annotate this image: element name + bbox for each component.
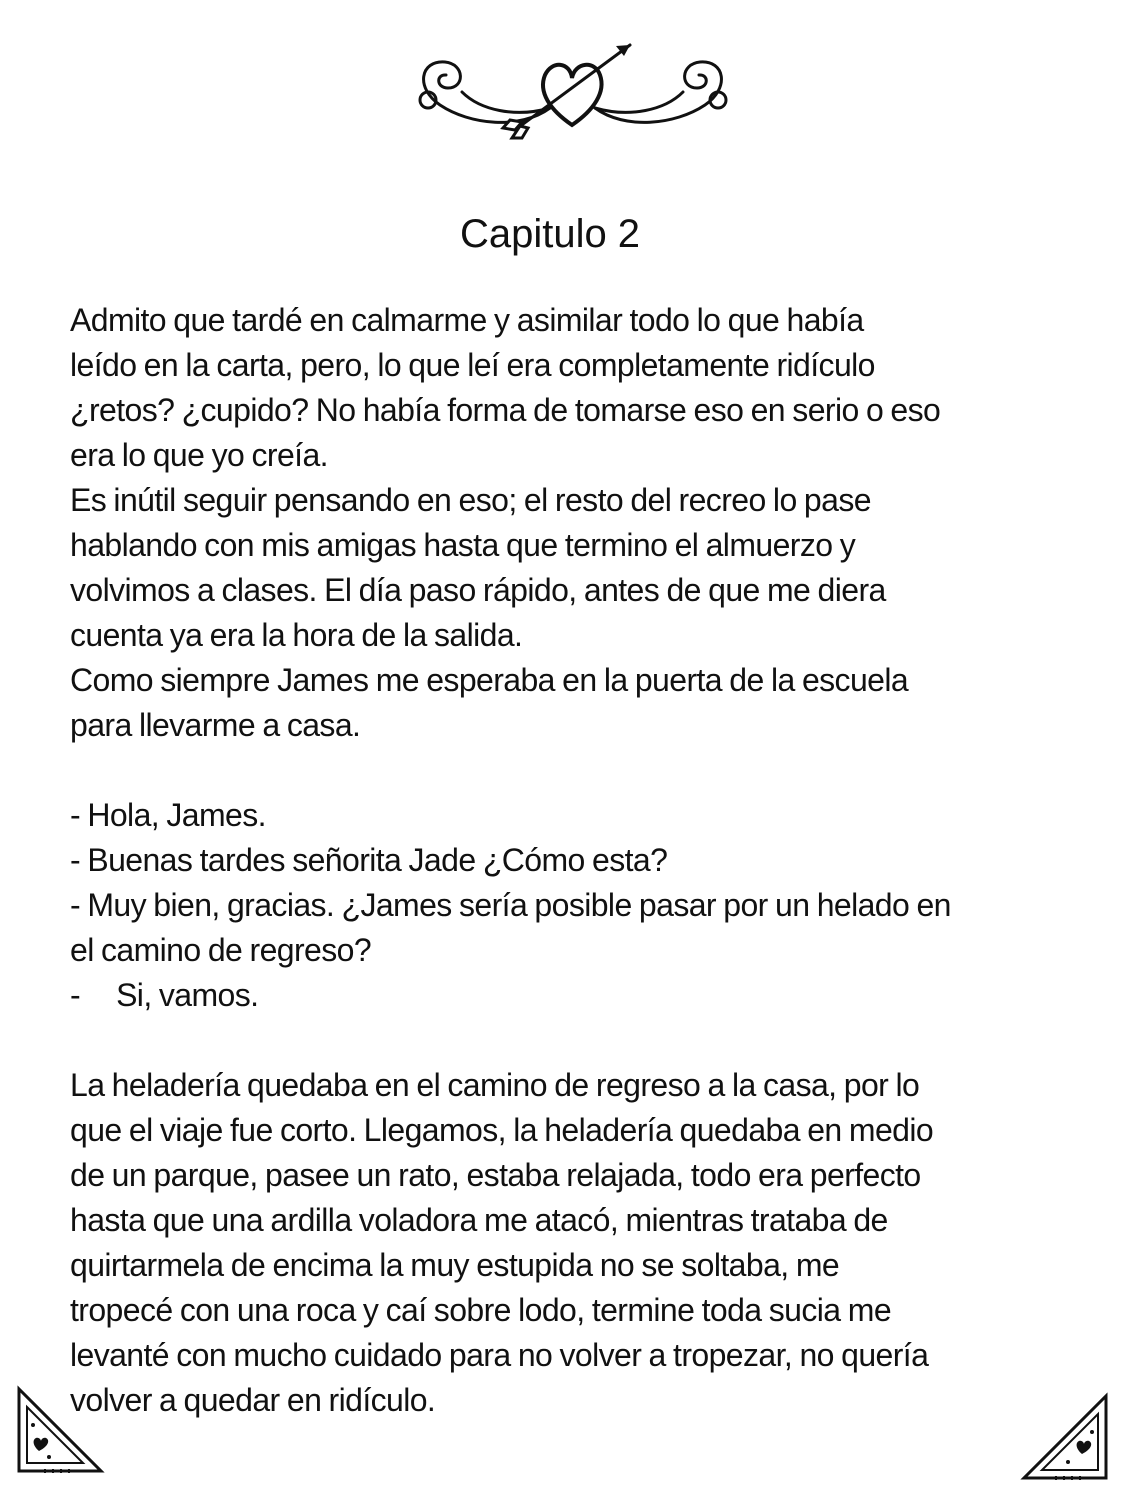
- chapter-title: Capitulo 2: [459, 212, 641, 256]
- text-line: La heladería quedaba en el camino de regreso a la casa, por lo: [70, 1067, 920, 1103]
- dialogue-line: - Muy bien, gracias. ¿James sería posible pasar por un helado en: [70, 887, 951, 923]
- dialogue-line: el camino de regreso?: [70, 932, 372, 968]
- text-line: hablando con mis amigas hasta que termino el almuerzo y: [70, 527, 856, 563]
- chapter-body: [70, 298, 1080, 1423]
- paragraph-gap: [70, 1018, 1080, 1063]
- text-line: Es inútil seguir pensando en eso; el resto del recreo lo pase: [70, 482, 871, 518]
- triangle-heart-corner-icon: [1020, 1392, 1110, 1482]
- text-line: para llevarme a casa.: [70, 707, 361, 743]
- dialogue-line: - Hola, James.: [70, 797, 266, 833]
- text-line: cuenta ya era la hora de la salida.: [70, 617, 523, 653]
- text-line: levanté con mucho cuidado para no volver a tropezar, no quería: [70, 1337, 929, 1373]
- text-line: volver a quedar en ridículo.: [70, 1382, 436, 1418]
- dialogue-dash: -: [70, 977, 81, 1013]
- dialogue-line: - Buenas tardes señorita Jade ¿Cómo esta?: [70, 842, 668, 878]
- text-line: que el viaje fue corto. Llegamos, la heladería quedaba en medio: [70, 1112, 934, 1148]
- dialogue-text: Si, vamos.: [116, 977, 259, 1013]
- text-line: de un parque, pasee un rato, estaba relajada, todo era perfecto: [70, 1157, 921, 1193]
- text-line: Admito que tardé en calmarme y asimilar todo lo que había: [70, 302, 864, 338]
- text-line: quirtarmela de encima la muy estupida no se soltaba, me: [70, 1247, 840, 1283]
- paragraph-gap: [70, 748, 1080, 793]
- text-line: volvimos a clases. El día paso rápido, antes de que me diera: [70, 572, 886, 608]
- text-line: era lo que yo creía.: [70, 437, 328, 473]
- text-line: hasta que una ardilla voladora me atacó, mientras trataba de: [70, 1202, 888, 1238]
- text-line: tropecé con una roca y caí sobre lodo, termine toda sucia me: [70, 1292, 892, 1328]
- heart-arrow-flourish-icon: [400, 30, 745, 140]
- triangle-heart-corner-icon: [15, 1385, 105, 1475]
- dialogue-line-last: [70, 973, 1080, 1018]
- text-line: ¿retos? ¿cupido? No había forma de tomarse eso en serio o eso: [70, 392, 941, 428]
- text-line: Como siempre James me esperaba en la puerta de la escuela: [70, 662, 909, 698]
- text-line: leído en la carta, pero, lo que leí era completamente ridículo: [70, 347, 875, 383]
